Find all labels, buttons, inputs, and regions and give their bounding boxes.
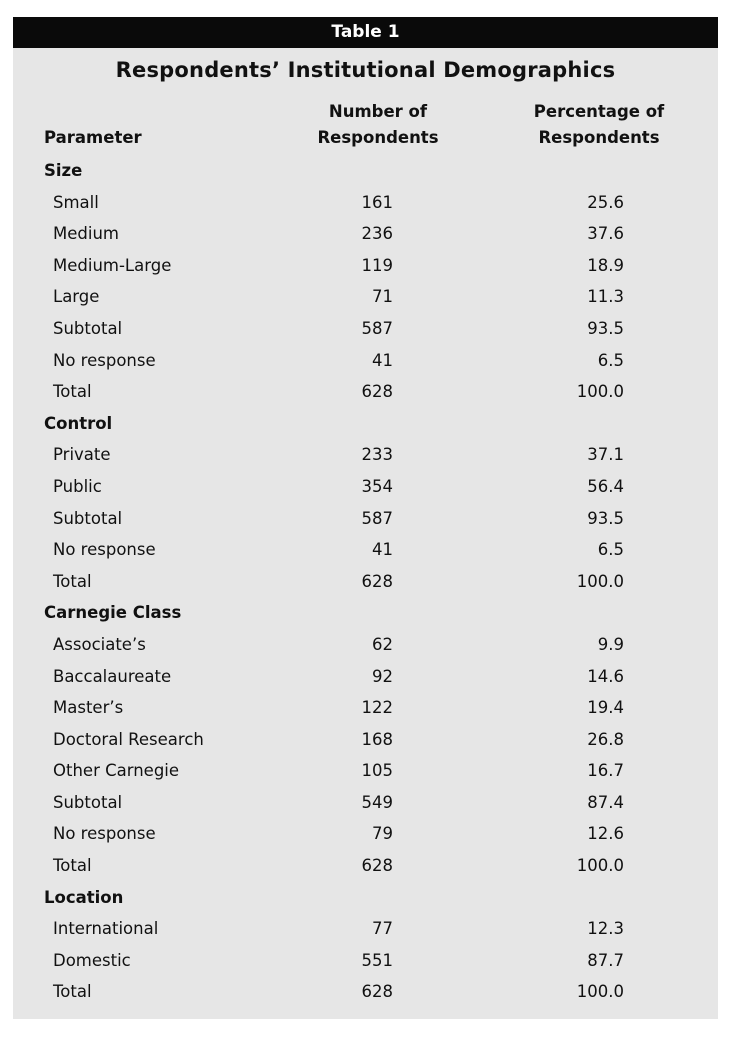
row-number-of-respondents: 551 xyxy=(361,950,393,970)
row-number-of-respondents: 119 xyxy=(361,255,393,275)
row-number-of-respondents: 41 xyxy=(372,350,393,370)
row-parameter: Other Carnegie xyxy=(53,761,180,781)
row-parameter: Small xyxy=(53,192,99,212)
table-row xyxy=(13,692,718,724)
row-percentage-of-respondents: 25.6 xyxy=(587,192,624,212)
row-percentage-of-respondents: 100.0 xyxy=(576,571,624,591)
row-percentage-of-respondents: 26.8 xyxy=(587,729,624,749)
row-number-of-respondents: 628 xyxy=(361,571,393,591)
row-percentage-of-respondents: 100.0 xyxy=(576,982,624,1002)
row-number-of-respondents: 549 xyxy=(361,792,393,812)
table-row xyxy=(13,313,718,345)
percent-header-line1: Percentage of xyxy=(533,102,665,121)
row-number-of-respondents: 628 xyxy=(361,982,393,1002)
table-row xyxy=(13,945,718,977)
section-heading xyxy=(13,882,718,914)
table-row xyxy=(13,976,718,1008)
row-percentage-of-respondents: 18.9 xyxy=(587,255,624,275)
row-percentage-of-respondents: 87.7 xyxy=(587,950,624,970)
row-parameter: No response xyxy=(53,540,156,560)
row-parameter: Total xyxy=(53,982,92,1002)
table-title: Respondents’ Institutional Demographics xyxy=(115,58,616,82)
table-row xyxy=(13,755,718,787)
percent-header-line2: Respondents xyxy=(538,128,660,147)
section-heading xyxy=(13,155,718,187)
row-number-of-respondents: 71 xyxy=(372,287,393,307)
section-heading xyxy=(13,597,718,629)
row-percentage-of-respondents: 9.9 xyxy=(597,634,624,654)
table-row xyxy=(13,471,718,503)
row-percentage-of-respondents: 12.3 xyxy=(587,919,624,939)
number-header-line1: Number of xyxy=(328,102,428,121)
row-parameter: Associate’s xyxy=(53,634,146,654)
row-number-of-respondents: 161 xyxy=(361,192,393,212)
section-heading xyxy=(13,408,718,440)
table-row xyxy=(13,850,718,882)
table-row xyxy=(13,534,718,566)
table-row xyxy=(13,629,718,661)
row-number-of-respondents: 354 xyxy=(361,476,393,496)
row-percentage-of-respondents: 93.5 xyxy=(587,318,624,338)
table-row xyxy=(13,503,718,535)
row-parameter: Public xyxy=(53,476,102,496)
row-percentage-of-respondents: 12.6 xyxy=(587,824,624,844)
row-number-of-respondents: 236 xyxy=(361,224,393,244)
row-parameter: Subtotal xyxy=(53,508,123,528)
table-row xyxy=(13,724,718,756)
row-number-of-respondents: 587 xyxy=(361,508,393,528)
row-number-of-respondents: 79 xyxy=(372,824,393,844)
section-heading-label: Size xyxy=(44,161,83,180)
row-percentage-of-respondents: 87.4 xyxy=(587,792,624,812)
row-number-of-respondents: 168 xyxy=(361,729,393,749)
parameter-column-header: Parameter xyxy=(44,128,142,147)
row-number-of-respondents: 62 xyxy=(372,634,393,654)
row-parameter: Medium-Large xyxy=(53,255,172,275)
table-row xyxy=(13,913,718,945)
section-heading-label: Location xyxy=(44,887,124,907)
row-number-of-respondents: 41 xyxy=(372,540,393,560)
row-number-of-respondents: 587 xyxy=(361,318,393,338)
row-number-of-respondents: 628 xyxy=(361,856,393,876)
row-parameter: Subtotal xyxy=(53,318,123,338)
table-panel xyxy=(13,17,718,1019)
row-parameter: No response xyxy=(53,350,156,370)
row-percentage-of-respondents: 16.7 xyxy=(587,761,624,781)
row-parameter: Domestic xyxy=(53,950,131,970)
section-heading-label: Control xyxy=(44,413,113,433)
row-parameter: Total xyxy=(53,571,92,591)
row-percentage-of-respondents: 19.4 xyxy=(587,698,624,718)
row-percentage-of-respondents: 100.0 xyxy=(576,856,624,876)
row-parameter: Large xyxy=(53,287,100,307)
row-percentage-of-respondents: 6.5 xyxy=(597,540,624,560)
row-number-of-respondents: 92 xyxy=(372,666,393,686)
row-parameter: Private xyxy=(53,445,111,465)
row-parameter: Baccalaureate xyxy=(53,666,172,686)
section-heading-label: Carnegie Class xyxy=(44,603,182,623)
row-parameter: Subtotal xyxy=(53,792,123,812)
row-parameter: International xyxy=(53,919,159,939)
table-row xyxy=(13,187,718,219)
table-row xyxy=(13,818,718,850)
row-parameter: Total xyxy=(53,382,92,402)
table-body xyxy=(13,155,718,1008)
row-percentage-of-respondents: 37.1 xyxy=(587,445,624,465)
table-row xyxy=(13,566,718,598)
row-percentage-of-respondents: 14.6 xyxy=(587,666,624,686)
row-parameter: No response xyxy=(53,824,156,844)
table-row xyxy=(13,345,718,377)
row-parameter: Master’s xyxy=(53,698,124,718)
row-percentage-of-respondents: 56.4 xyxy=(587,476,624,496)
table-row xyxy=(13,250,718,282)
row-number-of-respondents: 628 xyxy=(361,382,393,402)
row-number-of-respondents: 122 xyxy=(361,698,393,718)
row-percentage-of-respondents: 6.5 xyxy=(597,350,624,370)
number-header-line2: Respondents xyxy=(317,128,439,147)
table-row xyxy=(13,376,718,408)
table-row xyxy=(13,787,718,819)
percent-column-header xyxy=(513,99,685,151)
row-number-of-respondents: 105 xyxy=(361,761,393,781)
row-parameter: Medium xyxy=(53,224,119,244)
row-number-of-respondents: 77 xyxy=(372,919,393,939)
table-row xyxy=(13,281,718,313)
table-row xyxy=(13,439,718,471)
number-column-header xyxy=(293,99,463,151)
row-percentage-of-respondents: 93.5 xyxy=(587,508,624,528)
row-parameter: Total xyxy=(53,856,92,876)
table-row xyxy=(13,218,718,250)
row-number-of-respondents: 233 xyxy=(361,445,393,465)
table-row xyxy=(13,661,718,693)
row-parameter: Doctoral Research xyxy=(53,729,204,749)
row-percentage-of-respondents: 37.6 xyxy=(587,224,624,244)
row-percentage-of-respondents: 11.3 xyxy=(587,287,624,307)
table-label: Table 1 xyxy=(13,17,718,48)
row-percentage-of-respondents: 100.0 xyxy=(576,382,624,402)
